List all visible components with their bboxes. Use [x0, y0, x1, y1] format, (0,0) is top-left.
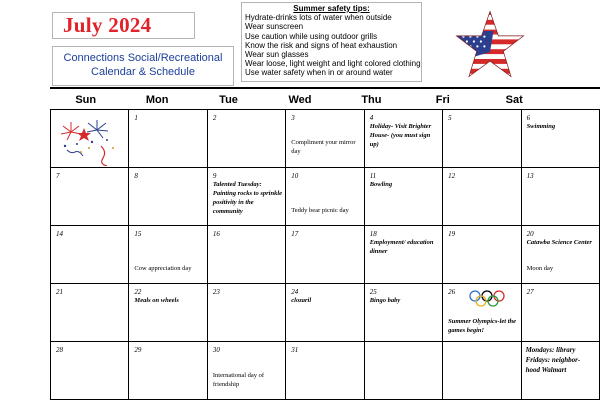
day-number: 30: [212, 346, 220, 354]
day-number: 15: [134, 230, 142, 238]
safety-tip: Wear sunscreen: [245, 22, 304, 32]
calendar-cell-3: [286, 110, 364, 168]
weekday-thu: Thu: [361, 94, 382, 106]
day-number: 22: [134, 288, 142, 296]
day-number: 11: [369, 172, 377, 180]
calendar-cell-15: [129, 226, 207, 284]
day-number: 6: [526, 114, 531, 122]
weekday-tue: Tue: [219, 94, 238, 106]
calendar-cell-empty: [365, 342, 443, 400]
event-text: International day of friendship: [212, 372, 265, 388]
calendar-cell-empty: [443, 342, 521, 400]
event-text: Bowling: [369, 181, 393, 188]
event-text: Meals on wheels: [134, 297, 179, 304]
calendar-cell-9: [208, 168, 286, 226]
day-number: 29: [134, 346, 142, 354]
day-number: 18: [369, 230, 377, 238]
safety-tip: Use caution while using outdoor grills: [245, 31, 378, 41]
weekday-sun: Sun: [75, 94, 97, 106]
calendar-cell-22: [129, 284, 207, 342]
day-number: 3: [291, 114, 295, 122]
calendar-grid: [50, 109, 600, 400]
safety-tip: Wear sun glasses: [245, 50, 309, 60]
calendar-cell-1: [129, 110, 207, 168]
calendar-cell-12: [443, 168, 521, 226]
weekday-mon: Mon: [145, 94, 169, 106]
calendar-cell-18: [365, 226, 443, 284]
calendar-cell-23: [208, 284, 286, 342]
page-title: July 2024: [63, 13, 152, 37]
day-number: 7: [56, 172, 60, 180]
safety-tip: Use water safety when in or around water: [245, 68, 393, 78]
safety-tips-title: Summer safety tips:: [293, 4, 370, 13]
event-text: Bingo baby: [369, 297, 401, 304]
day-number: 9: [212, 172, 217, 180]
day-number: 28: [56, 346, 63, 354]
day-number: 10: [291, 172, 299, 180]
event-text: Talented Tuesday: Painting rocks to sprinkle positivity in the community: [212, 181, 283, 215]
calendar-cell-11: [365, 168, 443, 226]
day-number: 24: [291, 288, 299, 296]
event-text: Moon day: [526, 265, 554, 272]
weekly-notes: Mondays: library Fridays: neighbor- hood Walmart: [525, 346, 581, 374]
weekday-header-row: [50, 90, 600, 110]
subtitle-line-1: Connections Social/Recreational: [63, 52, 223, 64]
weekday-sat: Sat: [505, 94, 523, 106]
safety-tips-box: [241, 2, 422, 82]
header-divider: [50, 87, 600, 89]
event-text: Teddy bear picnic day: [291, 207, 349, 214]
calendar-cell-notes: [522, 342, 600, 400]
day-number: 21: [56, 288, 63, 296]
safety-tip: Wear loose, light weight and light colored clothing: [245, 59, 421, 69]
safety-tips-list: [245, 13, 421, 78]
calendar-cell-6: [522, 110, 600, 168]
fireworks-icon: [57, 118, 121, 166]
day-number: 5: [448, 114, 452, 122]
day-number: 14: [56, 230, 63, 238]
day-number: 2: [212, 114, 217, 122]
calendar-cell-29: [129, 342, 207, 400]
calendar-cell-2: [208, 110, 286, 168]
calendar-cell-26: [443, 284, 521, 342]
calendar-cell-27: [522, 284, 600, 342]
weekday-fri: Fri: [435, 94, 450, 106]
event-text: Compliment your mirror day: [291, 139, 356, 155]
calendar-cell-31: [286, 342, 364, 400]
calendar-cell-5: [443, 110, 521, 168]
weekday-wed: Wed: [288, 94, 312, 106]
day-number: 16: [212, 230, 220, 238]
olympic-rings-icon: [468, 290, 506, 308]
calendar-cell-8: [129, 168, 207, 226]
subtitle-box: [52, 46, 234, 86]
calendar-cell-24: [286, 284, 364, 342]
day-number: 27: [526, 288, 534, 296]
calendar-cell-4: [365, 110, 443, 168]
safety-tip: Know the risk and signs of heat exhaustion: [245, 40, 398, 50]
calendar-cell: [51, 110, 129, 168]
calendar-cell-14: [51, 226, 129, 284]
day-number: 31: [291, 346, 299, 354]
day-number: 26: [448, 288, 456, 296]
event-text: clozaril: [291, 297, 312, 304]
day-number: 25: [369, 288, 377, 296]
calendar-cell-7: [51, 168, 129, 226]
calendar-cell-30: [208, 342, 286, 400]
day-number: 19: [448, 230, 456, 238]
event-text: Summer Olympics-let the games begin!: [448, 318, 517, 334]
calendar-cell-20: [522, 226, 600, 284]
safety-tip: Hydrate-drinks lots of water when outside: [245, 13, 392, 23]
day-number: 17: [291, 230, 299, 238]
american-flag-star-icon: [455, 10, 525, 80]
day-number: 13: [526, 172, 534, 180]
calendar-cell-13: [522, 168, 600, 226]
calendar-cell-10: [286, 168, 364, 226]
event-text: Holiday- Visit Brighter House- (you must sign up): [369, 123, 432, 148]
subtitle-line-2: Calendar & Schedule: [91, 66, 195, 78]
event-text: Cow appreciation day: [134, 265, 192, 272]
event-text: Catawba Science Center: [526, 239, 592, 246]
calendar-cell-16: [208, 226, 286, 284]
day-number: 20: [526, 230, 534, 238]
calendar-cell-19: [443, 226, 521, 284]
calendar-cell-28: [51, 342, 129, 400]
day-number: 4: [369, 114, 374, 122]
day-number: 8: [134, 172, 138, 180]
title-box: [52, 12, 195, 39]
event-text: Employment/ education dinner: [369, 239, 434, 255]
day-number: 1: [134, 114, 138, 122]
day-number: 12: [448, 172, 456, 180]
calendar-cell-25: [365, 284, 443, 342]
calendar-cell-17: [286, 226, 364, 284]
day-number: 23: [212, 288, 220, 296]
event-text: Swimming: [526, 123, 556, 130]
calendar-cell-21: [51, 284, 129, 342]
